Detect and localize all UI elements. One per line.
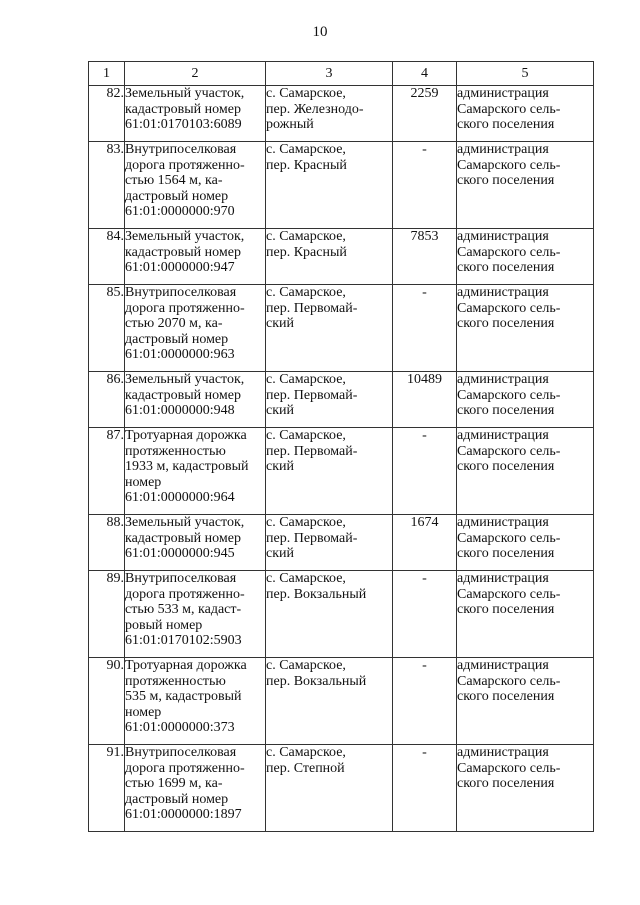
object-owner bbox=[457, 428, 594, 515]
table-row bbox=[89, 86, 594, 142]
object-owner-line: Самарского сель- bbox=[457, 101, 561, 117]
object-owner-line: ского поселения bbox=[457, 403, 555, 418]
object-owner bbox=[457, 285, 594, 372]
object-name-line: кадастровый номер bbox=[125, 530, 241, 546]
object-address-line: ский bbox=[266, 403, 294, 418]
object-owner-line: Самарского сель- bbox=[457, 760, 561, 776]
object-address bbox=[266, 142, 393, 229]
table-row bbox=[89, 658, 594, 745]
object-name-line: 61:01:0170102:5903 bbox=[125, 633, 242, 648]
object-name-line: ровый номер bbox=[125, 617, 203, 633]
object-name bbox=[125, 372, 266, 428]
object-address-line: с. Самарское, bbox=[266, 428, 346, 443]
object-name bbox=[125, 86, 266, 142]
object-name-line: протяженностью bbox=[125, 673, 226, 689]
column-header-4: 4 bbox=[393, 62, 457, 86]
object-name-line: 61:01:0000000:945 bbox=[125, 546, 235, 561]
object-name bbox=[125, 658, 266, 745]
object-name-line: 61:01:0000000:948 bbox=[125, 403, 235, 418]
object-area: 2259 bbox=[393, 86, 457, 142]
object-owner bbox=[457, 372, 594, 428]
object-owner-line: ского поселения bbox=[457, 117, 555, 132]
object-address-line: с. Самарское, bbox=[266, 571, 346, 586]
object-address-line: с. Самарское, bbox=[266, 229, 346, 244]
object-address-line: пер. Первомай- bbox=[266, 300, 358, 316]
object-address bbox=[266, 285, 393, 372]
object-owner bbox=[457, 229, 594, 285]
object-address bbox=[266, 571, 393, 658]
object-name-line: 1933 м, кадастровый bbox=[125, 459, 249, 474]
object-address-line: ский bbox=[266, 316, 294, 331]
row-number: 91. bbox=[89, 745, 125, 832]
object-name bbox=[125, 745, 266, 832]
object-area: - bbox=[393, 658, 457, 745]
object-area: - bbox=[393, 571, 457, 658]
object-name-line: Внутрипоселковая bbox=[125, 571, 237, 586]
object-owner-line: администрация bbox=[457, 515, 549, 530]
object-owner-line: Самарского сель- bbox=[457, 530, 561, 546]
object-owner-line: Самарского сель- bbox=[457, 387, 561, 403]
object-owner-line: администрация bbox=[457, 571, 549, 586]
row-number: 89. bbox=[89, 571, 125, 658]
object-address-line: пер. Вокзальный bbox=[266, 586, 367, 602]
row-number: 82. bbox=[89, 86, 125, 142]
object-name bbox=[125, 571, 266, 658]
object-name-line: 61:01:0170103:6089 bbox=[125, 117, 242, 132]
object-address bbox=[266, 86, 393, 142]
column-header-3: 3 bbox=[266, 62, 393, 86]
object-name-line: Внутрипоселковая bbox=[125, 142, 237, 157]
object-owner-line: Самарского сель- bbox=[457, 244, 561, 260]
object-area: 7853 bbox=[393, 229, 457, 285]
object-owner bbox=[457, 86, 594, 142]
object-name-line: дорога протяженно- bbox=[125, 586, 245, 602]
object-owner-line: администрация bbox=[457, 229, 549, 244]
object-address-line: пер. Красный bbox=[266, 244, 347, 260]
object-name-line: Внутрипоселковая bbox=[125, 285, 237, 300]
table-row bbox=[89, 515, 594, 571]
object-address-line: пер. Первомай- bbox=[266, 530, 358, 546]
object-name-line: 61:01:0000000:963 bbox=[125, 347, 235, 362]
object-name-line: Внутрипоселковая bbox=[125, 745, 237, 760]
object-owner-line: ского поселения bbox=[457, 260, 555, 275]
object-owner bbox=[457, 658, 594, 745]
row-number: 88. bbox=[89, 515, 125, 571]
column-header-1: 1 bbox=[89, 62, 125, 86]
object-owner-line: ского поселения bbox=[457, 459, 555, 474]
object-name-line: дастровый номер bbox=[125, 331, 229, 347]
object-address-line: пер. Степной bbox=[266, 760, 345, 776]
object-name-line: Земельный участок, bbox=[125, 372, 245, 387]
object-address-line: пер. Вокзальный bbox=[266, 673, 367, 689]
object-owner-line: ского поселения bbox=[457, 316, 555, 331]
object-owner-line: Самарского сель- bbox=[457, 586, 561, 602]
object-name-line: 61:01:0000000:970 bbox=[125, 204, 235, 219]
object-name-line: 61:01:0000000:373 bbox=[125, 720, 235, 735]
object-name-line: номер bbox=[125, 704, 162, 720]
table-row bbox=[89, 285, 594, 372]
object-address-line: с. Самарское, bbox=[266, 142, 346, 157]
table-row bbox=[89, 229, 594, 285]
object-name-line: стью 533 м, кадаст- bbox=[125, 602, 242, 617]
object-address-line: ский bbox=[266, 546, 294, 561]
object-owner-line: администрация bbox=[457, 428, 549, 443]
object-address-line: с. Самарское, bbox=[266, 86, 346, 101]
object-address-line: пер. Красный bbox=[266, 157, 347, 173]
object-name-line: стью 1564 м, ка- bbox=[125, 173, 223, 188]
object-address bbox=[266, 745, 393, 832]
object-address-line: с. Самарское, bbox=[266, 372, 346, 387]
object-name bbox=[125, 515, 266, 571]
object-owner-line: Самарского сель- bbox=[457, 300, 561, 316]
object-name-line: протяженностью bbox=[125, 443, 226, 459]
object-area: - bbox=[393, 428, 457, 515]
table-header-row bbox=[89, 62, 594, 86]
object-name-line: стью 1699 м, ка- bbox=[125, 776, 223, 791]
object-owner-line: администрация bbox=[457, 142, 549, 157]
object-address-line: рожный bbox=[266, 117, 314, 132]
property-registry-table bbox=[88, 61, 594, 832]
object-name-line: Земельный участок, bbox=[125, 229, 245, 244]
row-number: 84. bbox=[89, 229, 125, 285]
row-number: 86. bbox=[89, 372, 125, 428]
object-name-line: дастровый номер bbox=[125, 188, 229, 204]
table-row bbox=[89, 745, 594, 832]
object-name bbox=[125, 428, 266, 515]
row-number: 87. bbox=[89, 428, 125, 515]
table-row bbox=[89, 428, 594, 515]
table-row bbox=[89, 142, 594, 229]
object-owner-line: администрация bbox=[457, 745, 549, 760]
object-name-line: дорога протяженно- bbox=[125, 300, 245, 316]
object-name-line: 535 м, кадастровый bbox=[125, 689, 242, 704]
object-name-line: стью 2070 м, ка- bbox=[125, 316, 223, 331]
object-name-line: 61:01:0000000:1897 bbox=[125, 807, 242, 822]
row-number: 90. bbox=[89, 658, 125, 745]
object-area: 10489 bbox=[393, 372, 457, 428]
object-name-line: кадастровый номер bbox=[125, 244, 241, 260]
object-owner-line: администрация bbox=[457, 285, 549, 300]
object-owner-line: Самарского сель- bbox=[457, 673, 561, 689]
object-owner-line: администрация bbox=[457, 86, 549, 101]
column-header-2: 2 bbox=[125, 62, 266, 86]
object-name-line: Тротуарная дорожка bbox=[125, 658, 247, 673]
object-address-line: с. Самарское, bbox=[266, 515, 346, 530]
object-area: - bbox=[393, 142, 457, 229]
object-name-line: дорога протяженно- bbox=[125, 760, 245, 776]
object-address bbox=[266, 515, 393, 571]
object-name bbox=[125, 142, 266, 229]
object-name bbox=[125, 285, 266, 372]
page-number: 10 bbox=[312, 24, 328, 40]
object-name-line: Земельный участок, bbox=[125, 86, 245, 101]
object-owner-line: администрация bbox=[457, 372, 549, 387]
object-address-line: с. Самарское, bbox=[266, 285, 346, 300]
object-owner-line: ского поселения bbox=[457, 602, 555, 617]
object-area: - bbox=[393, 745, 457, 832]
object-name-line: дастровый номер bbox=[125, 791, 229, 807]
object-owner-line: Самарского сель- bbox=[457, 443, 561, 459]
object-name-line: дорога протяженно- bbox=[125, 157, 245, 173]
object-address-line: пер. Первомай- bbox=[266, 443, 358, 459]
object-name-line: кадастровый номер bbox=[125, 101, 241, 117]
object-address bbox=[266, 229, 393, 285]
object-address bbox=[266, 428, 393, 515]
object-owner-line: ского поселения bbox=[457, 173, 555, 188]
object-address-line: с. Самарское, bbox=[266, 745, 346, 760]
object-name-line: 61:01:0000000:947 bbox=[125, 260, 235, 275]
object-name-line: Земельный участок, bbox=[125, 515, 245, 530]
object-name-line: кадастровый номер bbox=[125, 387, 241, 403]
object-name-line: 61:01:0000000:964 bbox=[125, 490, 235, 505]
object-owner-line: администрация bbox=[457, 658, 549, 673]
object-owner-line: ского поселения bbox=[457, 776, 555, 791]
object-name bbox=[125, 229, 266, 285]
object-address-line: пер. Железнодо- bbox=[266, 101, 364, 117]
object-name-line: номер bbox=[125, 474, 162, 490]
object-area: 1674 bbox=[393, 515, 457, 571]
object-address-line: ский bbox=[266, 459, 294, 474]
object-name-line: Тротуарная дорожка bbox=[125, 428, 247, 443]
object-owner-line: ского поселения bbox=[457, 689, 555, 704]
row-number: 83. bbox=[89, 142, 125, 229]
object-address bbox=[266, 658, 393, 745]
object-owner bbox=[457, 571, 594, 658]
object-address-line: пер. Первомай- bbox=[266, 387, 358, 403]
table-row bbox=[89, 571, 594, 658]
object-owner bbox=[457, 142, 594, 229]
object-address-line: с. Самарское, bbox=[266, 658, 346, 673]
object-owner bbox=[457, 745, 594, 832]
object-owner bbox=[457, 515, 594, 571]
column-header-5: 5 bbox=[457, 62, 594, 86]
table-row bbox=[89, 372, 594, 428]
row-number: 85. bbox=[89, 285, 125, 372]
object-address bbox=[266, 372, 393, 428]
object-area: - bbox=[393, 285, 457, 372]
object-owner-line: Самарского сель- bbox=[457, 157, 561, 173]
object-owner-line: ского поселения bbox=[457, 546, 555, 561]
